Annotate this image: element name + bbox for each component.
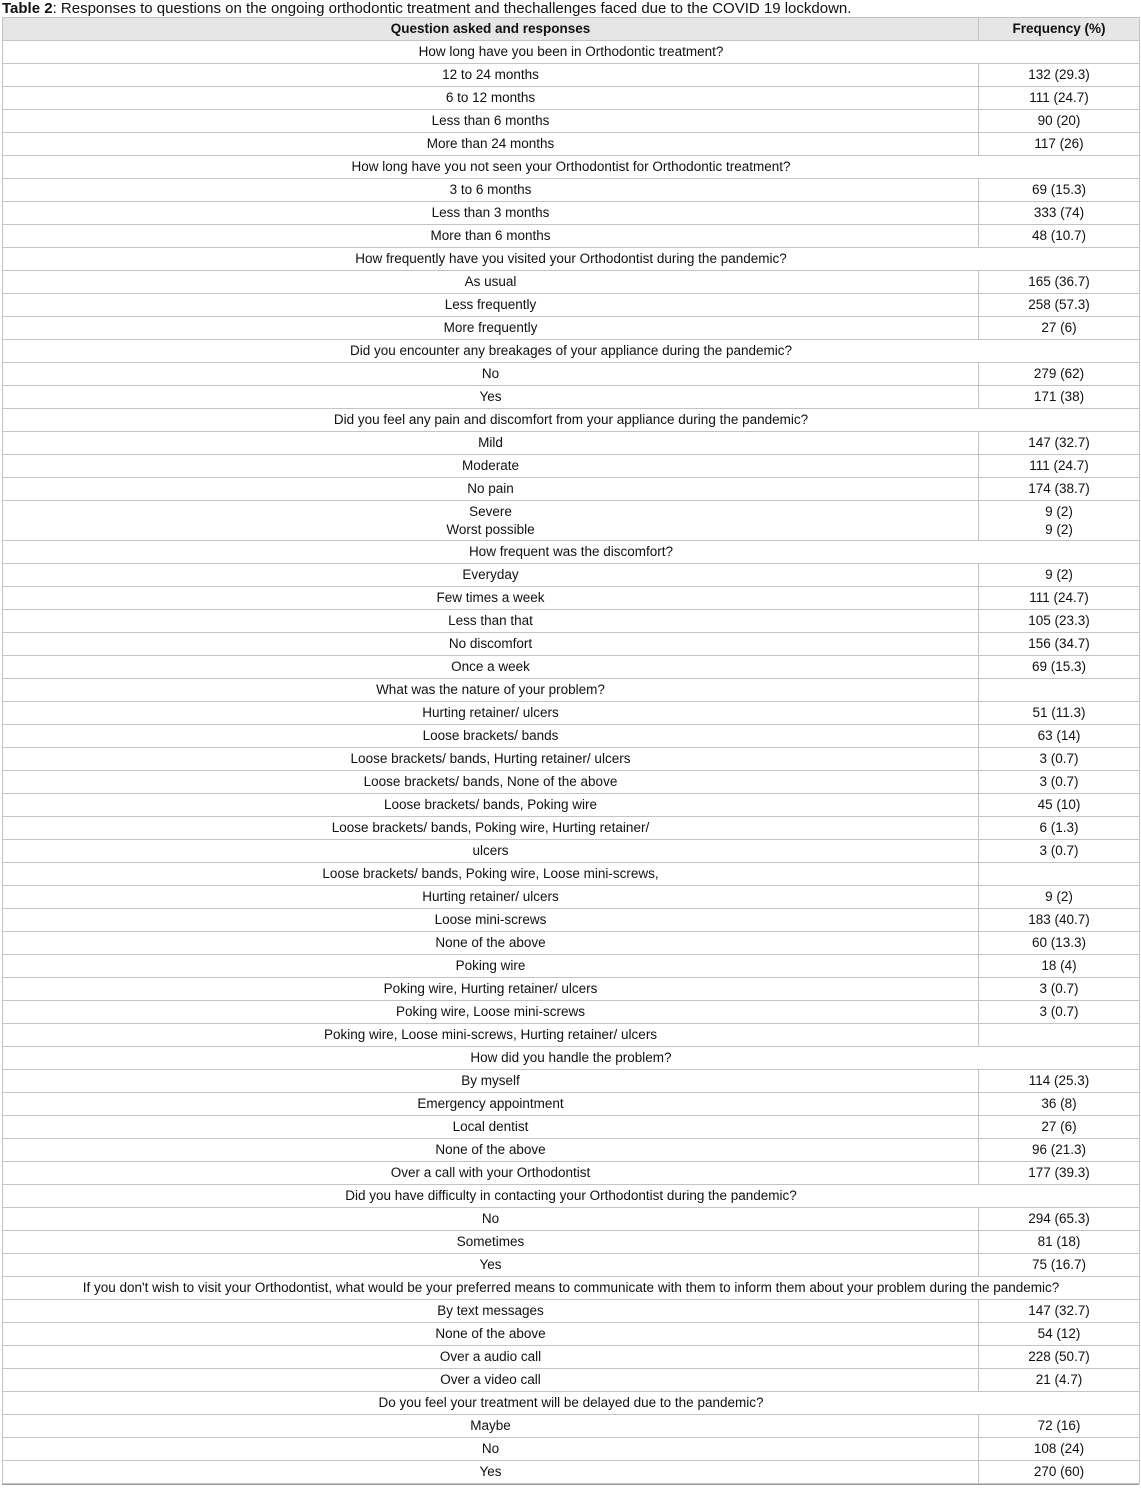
response-row: [3, 455, 1140, 478]
response-frequency: 60 (13.3): [979, 932, 1140, 955]
response-text: Yes: [3, 386, 979, 409]
response-text: Over a video call: [3, 1369, 979, 1392]
response-frequency: 228 (50.7): [979, 1346, 1140, 1369]
response-frequency: 270 (60): [979, 1461, 1140, 1484]
response-frequency: 6 (1.3): [979, 817, 1140, 840]
response-row: [3, 501, 1140, 541]
response-text: Hurting retainer/ ulcers: [3, 702, 979, 725]
response-row: [3, 1116, 1140, 1139]
response-row: [3, 1208, 1140, 1231]
response-row: [3, 932, 1140, 955]
response-text: Everyday: [3, 564, 979, 587]
question-text: Did you feel any pain and discomfort from your appliance during the pandemic?: [3, 409, 1140, 432]
table-body: [3, 41, 1140, 1484]
response-frequency: 258 (57.3): [979, 294, 1140, 317]
question-row: [3, 541, 1140, 564]
response-text: Loose mini-screws: [3, 909, 979, 932]
response-frequency: 111 (24.7): [979, 455, 1140, 478]
response-frequency: 147 (32.7): [979, 1300, 1140, 1323]
response-row: [3, 909, 1140, 932]
question-row: [3, 1392, 1140, 1415]
question-text: Do you feel your treatment will be delayed due to the pandemic?: [3, 1392, 1140, 1415]
response-frequency: 45 (10): [979, 794, 1140, 817]
response-frequency: 96 (21.3): [979, 1139, 1140, 1162]
response-text: Loose brackets/ bands, Poking wire: [3, 794, 979, 817]
response-frequency: 9 (2): [979, 564, 1140, 587]
response-row: [3, 1461, 1140, 1484]
response-row: [3, 133, 1140, 156]
response-row: [3, 317, 1140, 340]
response-text: Emergency appointment: [3, 1093, 979, 1116]
response-frequency: 51 (11.3): [979, 702, 1140, 725]
response-frequency: 81 (18): [979, 1231, 1140, 1254]
table-caption: [0, 0, 1141, 17]
response-text: Over a call with your Orthodontist: [3, 1162, 979, 1185]
response-frequency: 108 (24): [979, 1438, 1140, 1461]
response-text: More than 24 months: [3, 133, 979, 156]
response-text: Less than that: [3, 610, 979, 633]
response-row: [3, 656, 1140, 679]
response-text: No pain: [3, 478, 979, 501]
response-frequency: 69 (15.3): [979, 656, 1140, 679]
response-text: No: [3, 363, 979, 386]
response-text: [3, 501, 979, 541]
question-text: How did you handle the problem?: [3, 1047, 1140, 1070]
response-frequency: 75 (16.7): [979, 1254, 1140, 1277]
response-text: Less frequently: [3, 294, 979, 317]
response-text: What was the nature of your problem?: [3, 679, 979, 702]
response-frequency: 165 (36.7): [979, 271, 1140, 294]
response-row: [3, 1162, 1140, 1185]
response-frequency: 111 (24.7): [979, 587, 1140, 610]
response-row: [3, 1093, 1140, 1116]
table-caption-label: Table 2: [2, 0, 53, 17]
response-frequency: [979, 863, 1140, 886]
response-text: Hurting retainer/ ulcers: [3, 886, 979, 909]
response-frequency: 174 (38.7): [979, 478, 1140, 501]
question-row: [3, 1277, 1140, 1300]
response-row: [3, 978, 1140, 1001]
response-frequency: 3 (0.7): [979, 840, 1140, 863]
response-frequency: 63 (14): [979, 725, 1140, 748]
question-text: How long have you been in Orthodontic treatment?: [3, 41, 1140, 64]
response-text: Over a audio call: [3, 1346, 979, 1369]
response-row: [3, 587, 1140, 610]
question-text: If you don't wish to visit your Orthodontist, what would be your preferred means to communicate with them to inform them about your problem during the pandemic?: [3, 1277, 1140, 1300]
response-text: Less than 6 months: [3, 110, 979, 133]
frequency-value: 9 (2): [1045, 503, 1073, 519]
response-row: [3, 1231, 1140, 1254]
response-row: [3, 1369, 1140, 1392]
question-row: [3, 156, 1140, 179]
question-text: How frequent was the discomfort?: [3, 541, 1140, 564]
response-frequency: 36 (8): [979, 1093, 1140, 1116]
response-row: [3, 702, 1140, 725]
response-frequency: 147 (32.7): [979, 432, 1140, 455]
response-text: 12 to 24 months: [3, 64, 979, 87]
response-row: [3, 1300, 1140, 1323]
response-row: [3, 432, 1140, 455]
response-row: [3, 1323, 1140, 1346]
response-row: [3, 110, 1140, 133]
response-frequency: 294 (65.3): [979, 1208, 1140, 1231]
response-frequency: 3 (0.7): [979, 771, 1140, 794]
header-frequency: Frequency (%): [979, 18, 1140, 41]
response-row: [3, 363, 1140, 386]
response-row: [3, 679, 1140, 702]
response-frequency: [979, 501, 1140, 541]
question-row: [3, 409, 1140, 432]
response-text: None of the above: [3, 932, 979, 955]
response-frequency: 333 (74): [979, 202, 1140, 225]
response-text: No: [3, 1438, 979, 1461]
response-text: Poking wire, Hurting retainer/ ulcers: [3, 978, 979, 1001]
response-text: Maybe: [3, 1415, 979, 1438]
response-row: [3, 225, 1140, 248]
response-row: [3, 725, 1140, 748]
response-text: Moderate: [3, 455, 979, 478]
response-frequency: 48 (10.7): [979, 225, 1140, 248]
response-text: More than 6 months: [3, 225, 979, 248]
response-text: Loose brackets/ bands, Poking wire, Loose mini-screws,: [3, 863, 979, 886]
response-row: [3, 202, 1140, 225]
response-text: By text messages: [3, 1300, 979, 1323]
response-text: Once a week: [3, 656, 979, 679]
response-frequency: 27 (6): [979, 1116, 1140, 1139]
response-text: Less than 3 months: [3, 202, 979, 225]
response-text: Sometimes: [3, 1231, 979, 1254]
responses-table: [2, 17, 1140, 1484]
question-row: [3, 248, 1140, 271]
response-text: Mild: [3, 432, 979, 455]
response-row: [3, 386, 1140, 409]
response-text: No discomfort: [3, 633, 979, 656]
response-text: None of the above: [3, 1139, 979, 1162]
response-text: Few times a week: [3, 587, 979, 610]
response-frequency: 3 (0.7): [979, 748, 1140, 771]
question-text: Did you have difficulty in contacting your Orthodontist during the pandemic?: [3, 1185, 1140, 1208]
response-frequency: 114 (25.3): [979, 1070, 1140, 1093]
response-row: [3, 64, 1140, 87]
response-frequency: 279 (62): [979, 363, 1140, 386]
response-row: [3, 1139, 1140, 1162]
question-row: [3, 1185, 1140, 1208]
response-text: Local dentist: [3, 1116, 979, 1139]
response-frequency: [979, 679, 1140, 702]
table-bottom-rule: [2, 1484, 1139, 1486]
response-text: Yes: [3, 1254, 979, 1277]
response-row: [3, 863, 1140, 886]
response-row: [3, 1415, 1140, 1438]
question-text: How frequently have you visited your Orthodontist during the pandemic?: [3, 248, 1140, 271]
response-row: [3, 955, 1140, 978]
response-row: [3, 794, 1140, 817]
response-frequency: 21 (4.7): [979, 1369, 1140, 1392]
response-frequency: 171 (38): [979, 386, 1140, 409]
response-row: [3, 179, 1140, 202]
response-frequency: 3 (0.7): [979, 1001, 1140, 1024]
question-text: Did you encounter any breakages of your appliance during the pandemic?: [3, 340, 1140, 363]
response-frequency: 3 (0.7): [979, 978, 1140, 1001]
response-frequency: 18 (4): [979, 955, 1140, 978]
response-text: As usual: [3, 271, 979, 294]
response-row: [3, 87, 1140, 110]
response-text: Poking wire, Loose mini-screws: [3, 1001, 979, 1024]
response-text: 6 to 12 months: [3, 87, 979, 110]
response-text: Poking wire: [3, 955, 979, 978]
response-text: None of the above: [3, 1323, 979, 1346]
response-frequency: 54 (12): [979, 1323, 1140, 1346]
response-text: By myself: [3, 1070, 979, 1093]
response-row: [3, 1438, 1140, 1461]
response-text: Poking wire, Loose mini-screws, Hurting retainer/ ulcers: [3, 1024, 979, 1047]
response-row: [3, 271, 1140, 294]
response-frequency: 111 (24.7): [979, 87, 1140, 110]
response-frequency: 156 (34.7): [979, 633, 1140, 656]
response-frequency: 9 (2): [979, 886, 1140, 909]
response-label: Severe: [469, 503, 512, 519]
response-text: Loose brackets/ bands, Poking wire, Hurting retainer/: [3, 817, 979, 840]
response-row: [3, 748, 1140, 771]
response-row: [3, 817, 1140, 840]
response-frequency: 90 (20): [979, 110, 1140, 133]
response-label: Worst possible: [446, 521, 535, 537]
response-text: Loose brackets/ bands, None of the above: [3, 771, 979, 794]
response-text: No: [3, 1208, 979, 1231]
response-frequency: 132 (29.3): [979, 64, 1140, 87]
question-text: How long have you not seen your Orthodontist for Orthodontic treatment?: [3, 156, 1140, 179]
response-row: [3, 633, 1140, 656]
response-frequency: 105 (23.3): [979, 610, 1140, 633]
response-text: Loose brackets/ bands: [3, 725, 979, 748]
response-row: [3, 1254, 1140, 1277]
response-frequency: 177 (39.3): [979, 1162, 1140, 1185]
response-row: [3, 1001, 1140, 1024]
response-row: [3, 771, 1140, 794]
response-row: [3, 294, 1140, 317]
response-row: [3, 564, 1140, 587]
response-frequency: 27 (6): [979, 317, 1140, 340]
response-frequency: 183 (40.7): [979, 909, 1140, 932]
question-row: [3, 41, 1140, 64]
response-text: Loose brackets/ bands, Hurting retainer/ ulcers: [3, 748, 979, 771]
question-row: [3, 1047, 1140, 1070]
response-row: [3, 840, 1140, 863]
response-frequency: 72 (16): [979, 1415, 1140, 1438]
response-text: 3 to 6 months: [3, 179, 979, 202]
response-row: [3, 478, 1140, 501]
response-frequency: 117 (26): [979, 133, 1140, 156]
response-row: [3, 610, 1140, 633]
response-text: ulcers: [3, 840, 979, 863]
response-frequency: [979, 1024, 1140, 1047]
question-row: [3, 340, 1140, 363]
table-caption-text: : Responses to questions on the ongoing orthodontic treatment and thechallenges faced due to the COVID 19 lockdown.: [52, 0, 852, 17]
response-row: [3, 1346, 1140, 1369]
response-frequency: 69 (15.3): [979, 179, 1140, 202]
response-row: [3, 886, 1140, 909]
response-row: [3, 1070, 1140, 1093]
response-row: [3, 1024, 1140, 1047]
response-text: Yes: [3, 1461, 979, 1484]
response-text: More frequently: [3, 317, 979, 340]
table-header-row: [3, 18, 1140, 41]
header-question: Question asked and responses: [3, 18, 979, 41]
frequency-value: 9 (2): [1045, 521, 1073, 537]
